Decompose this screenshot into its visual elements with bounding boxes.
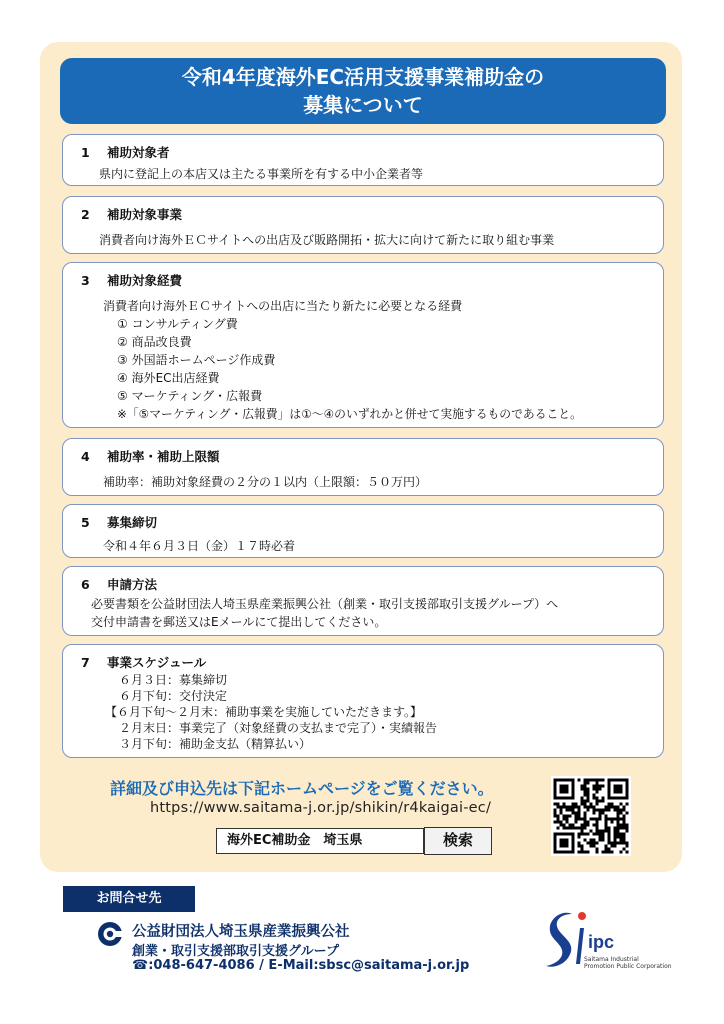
section-deadline [62, 504, 664, 558]
section-text: 令和４年６月３日（金）１７時必着 [103, 539, 296, 553]
section-eligible-expenses [62, 262, 664, 428]
expense-item: ⑤ マーケティング・広報費 [117, 389, 263, 403]
org-name: 公益財団法人埼玉県産業振興公社 [132, 924, 350, 940]
sipc-caption-line-2: Promotion Public Corporation [584, 963, 672, 970]
org-department: 創業・取引支援部取引支援グループ [132, 944, 339, 959]
section-text: 県内に登記上の本店又は主たる事業所を有する中小企業者等 [99, 167, 424, 181]
expense-item: ④ 海外EC出店経費 [117, 371, 220, 385]
contact-phone-email: ☎:048-647-4086 / E-Mail:sbsc@saitama-j.or.jp [132, 958, 470, 973]
section-text: 補助率：補助対象経費の２分の１以内（上限額：５０万円） [103, 475, 428, 489]
section-heading: 募集締切 [107, 515, 158, 530]
schedule-item: ６月下旬：交付決定 [119, 689, 228, 703]
qr-code-icon[interactable] [551, 776, 631, 856]
section-text: 必要書類を公益財団法人埼玉県産業振興公社（創業・取引支援部取引支援グループ）へ [91, 597, 559, 611]
section-heading: 申請方法 [107, 577, 158, 592]
schedule-item: ６月３日：募集締切 [119, 673, 228, 687]
section-subsidy-rate [62, 438, 664, 496]
org-logo-icon [96, 920, 124, 948]
homepage-url[interactable]: https://www.saitama-j.or.jp/shikin/r4kaigai-ec/ [150, 800, 492, 816]
expense-item: ② 商品改良費 [117, 335, 192, 349]
section-number: 1 [81, 145, 90, 160]
expense-note: ※「⑤マーケティング・広報費」は①～④のいずれかと併せて実施するものであること。 [117, 407, 582, 421]
section-heading: 補助率・補助上限額 [107, 449, 220, 464]
search-button: 検索 [424, 827, 492, 855]
section-number: 7 [81, 655, 90, 670]
section-heading: 事業スケジュール [107, 655, 207, 670]
section-text: 消費者向け海外ＥＣサイトへの出店及び販路開拓・拡大に向けて新たに取り組む事業 [99, 233, 555, 247]
section-text: 交付申請書を郵送又はEメールにて提出してください。 [91, 615, 387, 629]
section-eligible-projects [62, 196, 664, 254]
section-number: 6 [81, 577, 90, 592]
search-keyword-box: 海外EC補助金 埼玉県 [216, 828, 424, 854]
section-number: 5 [81, 515, 90, 530]
schedule-item: 【６月下旬～２月末：補助事業を実施していただきます。】 [105, 705, 423, 719]
section-eligible-applicants [62, 134, 664, 186]
section-application-method [62, 566, 664, 636]
sipc-caption [584, 956, 672, 970]
schedule-item: ３月下旬：補助金支払（精算払い） [119, 737, 312, 751]
expense-item: ① コンサルティング費 [117, 317, 238, 331]
section-heading: 補助対象者 [107, 145, 170, 160]
schedule-item: ２月末日：事業完了（対象経費の支払まで完了）・実績報告 [119, 721, 438, 735]
section-text: 消費者向け海外ＥＣサイトへの出店に当たり新たに必要となる経費 [103, 299, 463, 313]
section-number: 4 [81, 449, 90, 464]
section-schedule [62, 644, 664, 758]
sipc-caption-line-1: Saitama Industrial [584, 956, 639, 963]
expense-item: ③ 外国語ホームページ作成費 [117, 353, 276, 367]
section-number: 2 [81, 207, 90, 222]
info-heading: 詳細及び申込先は下記ホームページをご覧ください。 [110, 779, 494, 798]
title-line-1: 令和4年度海外EC活用支援事業補助金の [181, 65, 545, 89]
contact-label: お問合せ先 [63, 886, 195, 912]
section-heading: 補助対象経費 [107, 273, 183, 288]
section-number: 3 [81, 273, 90, 288]
page-title [60, 58, 666, 124]
sipc-mark: ipc [588, 932, 615, 952]
section-heading: 補助対象事業 [107, 207, 183, 222]
title-line-2: 募集について [303, 93, 423, 117]
